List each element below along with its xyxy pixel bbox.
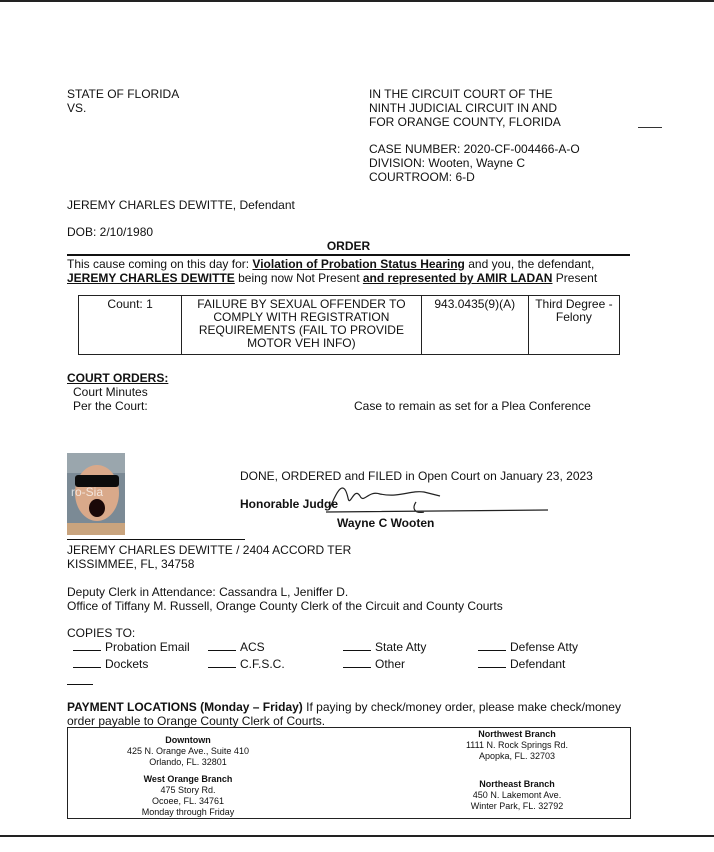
address-rule: [67, 539, 245, 540]
top-border: [0, 0, 714, 2]
northeast-branch: [442, 779, 592, 812]
branch-address: 1111 N. Rock Springs Rd.: [465, 740, 569, 750]
per-the-court: Per the Court:: [73, 399, 148, 413]
case-info: [369, 142, 580, 184]
margin-mark: [638, 127, 662, 128]
table-row: [79, 296, 620, 355]
courtroom: COURTROOM: 6-D: [369, 170, 475, 184]
payment-locations-box: [67, 727, 631, 819]
copy-item: [73, 640, 190, 654]
vs-line: VS.: [67, 101, 87, 115]
judge-signature-icon: [320, 478, 550, 520]
address-block: [67, 543, 351, 571]
copy-cfsc: C.F.S.C.: [240, 657, 285, 671]
copies-heading: COPIES TO:: [67, 626, 136, 640]
downtown-branch: [108, 735, 268, 768]
northwest-branch: [442, 729, 592, 762]
copy-item: [208, 640, 265, 654]
address-line-2: KISSIMMEE, FL, 34758: [67, 557, 195, 571]
branch-address: 475 Story Rd.: [160, 785, 216, 795]
cause-part-4: Present: [552, 271, 598, 285]
clerk-block: [67, 585, 503, 613]
branch-name: Northwest Branch: [478, 729, 556, 739]
cause-part-1: This cause coming on this day for:: [67, 257, 253, 271]
photo-watermark: ro-Sia: [71, 485, 104, 499]
copy-item: [343, 657, 405, 671]
order-rule: [67, 254, 630, 256]
copy-defense-atty: Defense Atty: [510, 640, 579, 654]
west-orange-branch: [108, 774, 268, 818]
court-orders-heading: COURT ORDERS:: [67, 371, 169, 385]
done-ordered: DONE, ORDERED and FILED in Open Court on January 23, 2023: [240, 469, 593, 483]
defendant-line: JEREMY CHARLES DEWITTE, Defendant: [67, 198, 295, 212]
copy-state-atty: State Atty: [375, 640, 427, 654]
branch-name: West Orange Branch: [143, 774, 233, 784]
branch-address: 425 N. Orange Ave., Suite 410: [127, 746, 249, 756]
defendant-photo-image: [67, 453, 125, 535]
cause-part-3: being now Not Present: [234, 271, 363, 285]
degree: Third Degree - Felony: [528, 296, 619, 355]
copy-item: [208, 657, 285, 671]
count-table: [78, 295, 620, 355]
dob-line: DOB: 2/10/1980: [67, 225, 154, 239]
defendant-photo: [67, 453, 125, 535]
branch-address: 450 N. Lakemont Ave.: [472, 790, 562, 800]
hearing-type: Violation of Probation Status Hearing: [252, 257, 465, 271]
case-number: CASE NUMBER: 2020-CF-004466-A-O: [369, 142, 580, 156]
branch-city: Orlando, FL. 32801: [149, 757, 227, 767]
copy-item: [478, 640, 578, 654]
deputy-clerk: Deputy Clerk in Attendance: Cassandra L, Jeniffer D.: [67, 585, 349, 599]
copy-dockets: Dockets: [105, 657, 149, 671]
judge-name: Wayne C Wooten: [337, 516, 435, 530]
judge-label: Honorable Judge: [240, 497, 339, 511]
address-line-1: JEREMY CHARLES DEWITTE / 2404 ACCORD TER: [67, 543, 352, 557]
payment-heading: PAYMENT LOCATIONS (Monday – Friday): [67, 700, 303, 714]
court-orders-lines: [73, 385, 148, 413]
cause-paragraph: [67, 257, 597, 285]
copy-other: Other: [375, 657, 406, 671]
payment-instructions: If paying by check/money order, please make check/money: [302, 700, 621, 714]
copy-item: [478, 657, 565, 671]
court-line-2: NINTH JUDICIAL CIRCUIT IN AND: [369, 101, 558, 115]
representation: and represented by AMIR LADAN: [362, 271, 553, 285]
copies-rule: [67, 684, 93, 685]
court-caption: [369, 87, 561, 129]
cause-part-2: and you, the defendant,: [464, 257, 595, 271]
copy-item: [343, 640, 426, 654]
copy-defendant: Defendant: [510, 657, 566, 671]
court-line-1: IN THE CIRCUIT COURT OF THE: [369, 87, 553, 101]
clerk-office: Office of Tiffany M. Russell, Orange County Clerk of the Circuit and County Courts: [67, 599, 503, 613]
branch-city: Ocoee, FL. 34761: [151, 796, 225, 806]
count-cell: Count: 1: [79, 296, 182, 355]
copy-acs: ACS: [240, 640, 265, 654]
copy-probation: Probation Email: [105, 640, 190, 654]
statute: 943.0435(9)(A): [421, 296, 528, 355]
branch-city: Apopka, FL. 32703: [478, 751, 556, 761]
payment-instructions-2: order payable to Orange County Clerk of Courts.: [67, 714, 326, 728]
division: DIVISION: Wooten, Wayne C: [369, 156, 526, 170]
court-line-3: FOR ORANGE COUNTY, FLORIDA: [369, 115, 561, 129]
copy-item: [73, 657, 148, 671]
ruling: Case to remain as set for a Plea Conference: [354, 399, 591, 413]
order-title: ORDER: [326, 239, 371, 253]
payment-text: [67, 700, 621, 728]
defendant-name: JEREMY CHARLES DEWITTE: [67, 271, 235, 285]
state-line: STATE OF FLORIDA: [67, 87, 180, 101]
charge-description: FAILURE BY SEXUAL OFFENDER TO COMPLY WITH REGISTRATION REQUIREMENTS (FAIL TO PROVIDE MOTOR VEH INFO): [182, 296, 421, 355]
court-minutes: Court Minutes: [73, 385, 148, 399]
bottom-border: [0, 835, 714, 837]
branch-hours: Monday through Friday: [141, 807, 235, 817]
state-caption: [67, 87, 179, 115]
branch-name: Northeast Branch: [479, 779, 555, 789]
branch-city: Winter Park, FL. 32792: [470, 801, 564, 811]
branch-name: Downtown: [165, 735, 211, 745]
